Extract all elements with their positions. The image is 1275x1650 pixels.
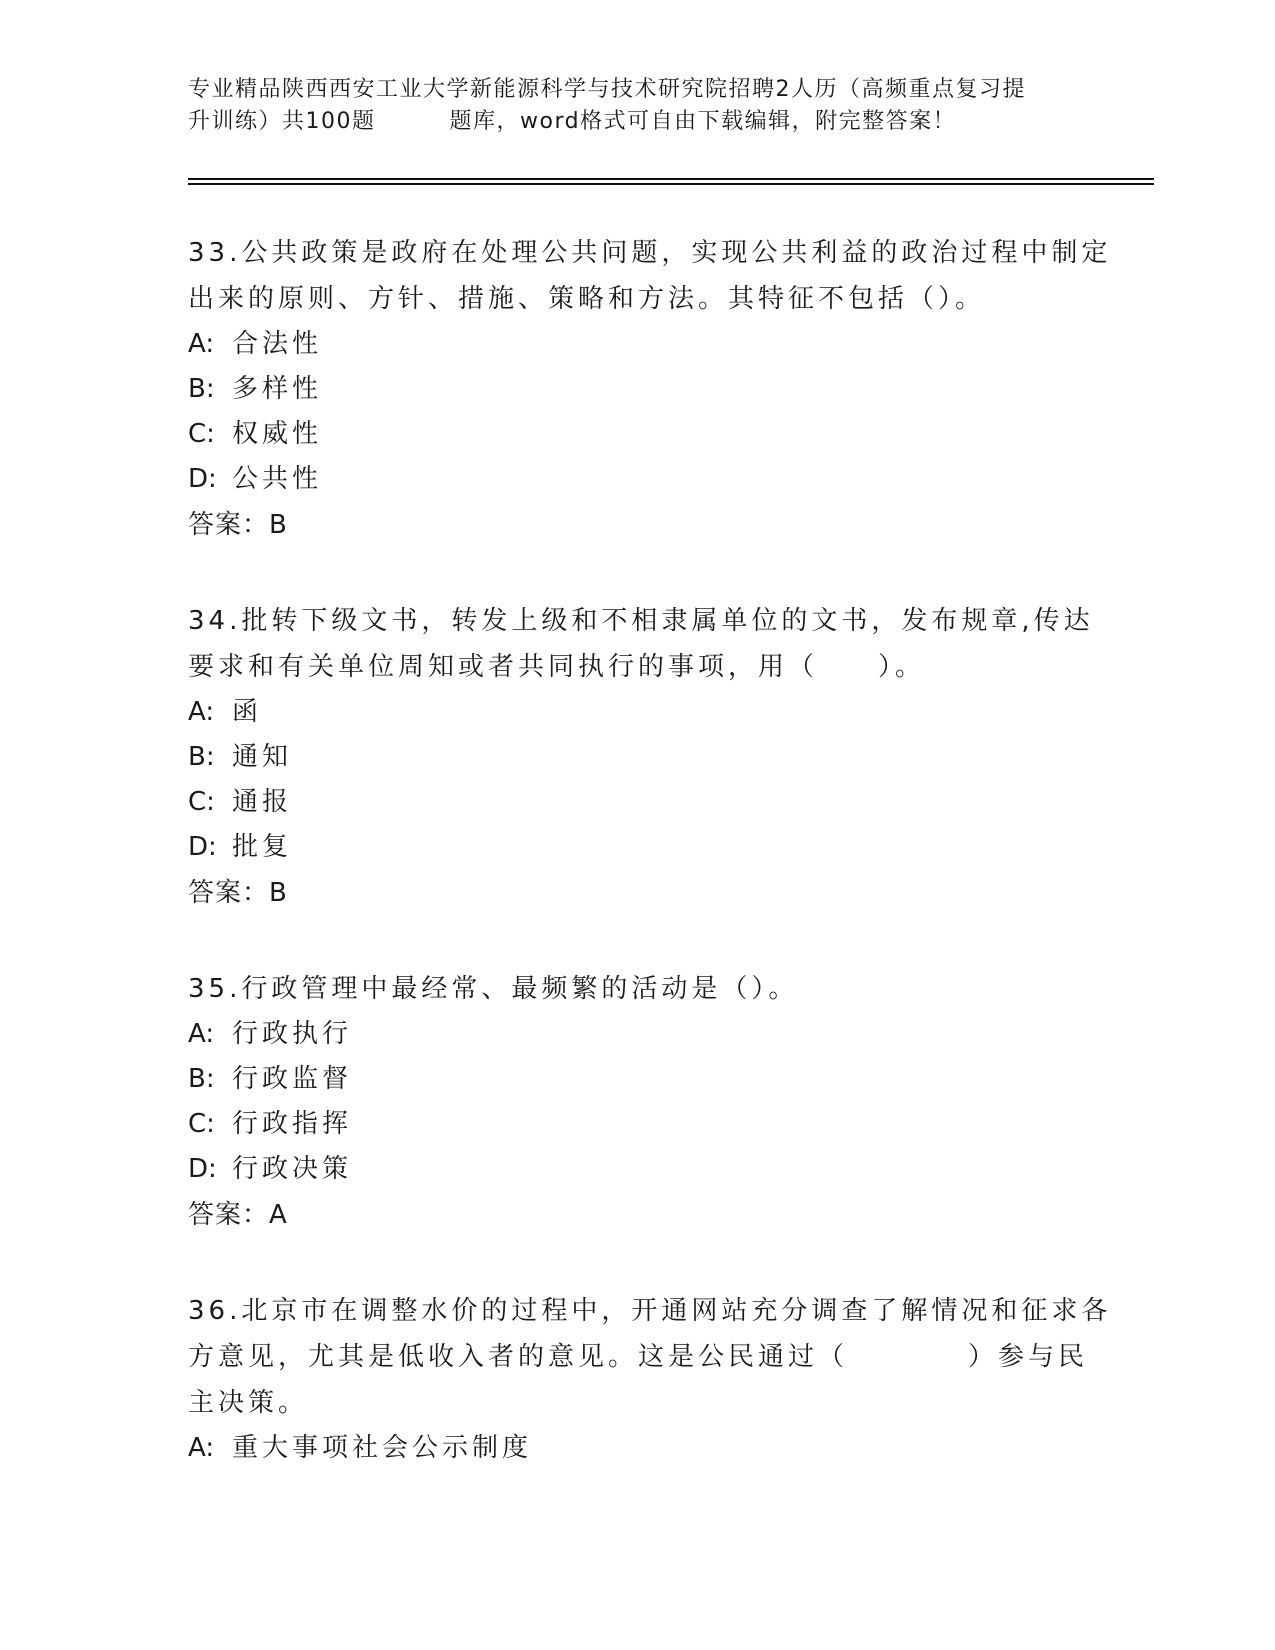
option-c xyxy=(188,780,1088,825)
answer-text: 答案：B xyxy=(188,510,288,540)
question-34 xyxy=(188,598,1094,916)
question-text-line: 方意见，尤其是低收入者的意见。这是公民通过（ ）参与民 xyxy=(188,1342,1089,1372)
option-letter: A: xyxy=(188,697,215,727)
question-text-line: 要求和有关单位周知或者共同执行的事项，用（ ）。 xyxy=(188,652,926,682)
option-letter: D: xyxy=(188,464,217,494)
option-text: 批复 xyxy=(232,832,293,862)
answer-text: 答案：A xyxy=(188,1200,288,1230)
option-c xyxy=(188,412,1088,457)
header-line-1: 专业精品陕西西安工业大学新能源科学与技术研究院招聘2人历（高频重点复习提 xyxy=(188,77,1026,102)
question-text xyxy=(188,230,1112,322)
option-a xyxy=(188,1426,1088,1471)
option-text: 行政监督 xyxy=(232,1064,353,1094)
question-text-line: 出来的原则、方针、措施、策略和方法。其特征不包括（）。 xyxy=(188,284,986,314)
option-letter: D: xyxy=(188,832,217,862)
question-text-line: 主决策。 xyxy=(188,1388,309,1418)
option-text: 权威性 xyxy=(232,419,323,449)
question-33 xyxy=(188,230,1112,548)
option-letter: C: xyxy=(188,787,215,817)
option-text: 公共性 xyxy=(232,464,323,494)
option-letter: A: xyxy=(188,1433,215,1463)
question-text-line: 36.北京市在调整水价的过程中，开通网站充分调查了解情况和征求各 xyxy=(188,1296,1112,1326)
option-c xyxy=(188,1102,1088,1147)
option-a xyxy=(188,690,1088,735)
option-letter: C: xyxy=(188,419,215,449)
option-text: 重大事项社会公示制度 xyxy=(232,1433,533,1463)
option-b xyxy=(188,367,1088,412)
question-text xyxy=(188,598,1094,690)
option-letter: B: xyxy=(188,742,215,772)
option-text: 通报 xyxy=(232,787,293,817)
question-text xyxy=(188,966,1088,1012)
question-text xyxy=(188,1288,1112,1426)
question-36 xyxy=(188,1288,1112,1471)
option-text: 行政决策 xyxy=(232,1154,353,1184)
option-text: 合法性 xyxy=(232,329,323,359)
option-letter: C: xyxy=(188,1109,215,1139)
option-a xyxy=(188,322,1088,367)
question-text-line: 33.公共政策是政府在处理公共问题，实现公共利益的政治过程中制定 xyxy=(188,238,1112,268)
option-text: 行政执行 xyxy=(232,1019,353,1049)
option-a xyxy=(188,1012,1088,1057)
option-b xyxy=(188,1057,1088,1102)
option-d xyxy=(188,825,1088,870)
header-line-2-part-b: 题库，word格式可自由下载编辑，附完整答案！ xyxy=(449,109,957,134)
header-line-2 xyxy=(188,106,1088,138)
answer-text: 答案：B xyxy=(188,878,288,908)
header-line-2-part-a: 升训练）共100题 xyxy=(188,109,376,134)
option-letter: B: xyxy=(188,1064,215,1094)
option-d xyxy=(188,457,1088,502)
option-letter: A: xyxy=(188,329,215,359)
question-text-line: 35.行政管理中最经常、最频繁的活动是（）。 xyxy=(188,974,799,1004)
option-text: 多样性 xyxy=(232,374,323,404)
header-divider-bottom xyxy=(188,183,1154,185)
option-letter: D: xyxy=(188,1154,217,1184)
question-35 xyxy=(188,966,1088,1238)
header-divider-top xyxy=(188,178,1154,180)
option-letter: A: xyxy=(188,1019,215,1049)
option-d xyxy=(188,1147,1088,1192)
option-text: 函 xyxy=(232,697,263,727)
question-text-line: 34.批转下级文书，转发上级和不相隶属单位的文书，发布规章,传达 xyxy=(188,606,1094,636)
option-text: 行政指挥 xyxy=(232,1109,353,1139)
document-header xyxy=(188,74,1088,138)
option-letter: B: xyxy=(188,374,215,404)
question-list xyxy=(188,230,1112,1521)
option-b xyxy=(188,735,1088,780)
option-text: 通知 xyxy=(232,742,293,772)
